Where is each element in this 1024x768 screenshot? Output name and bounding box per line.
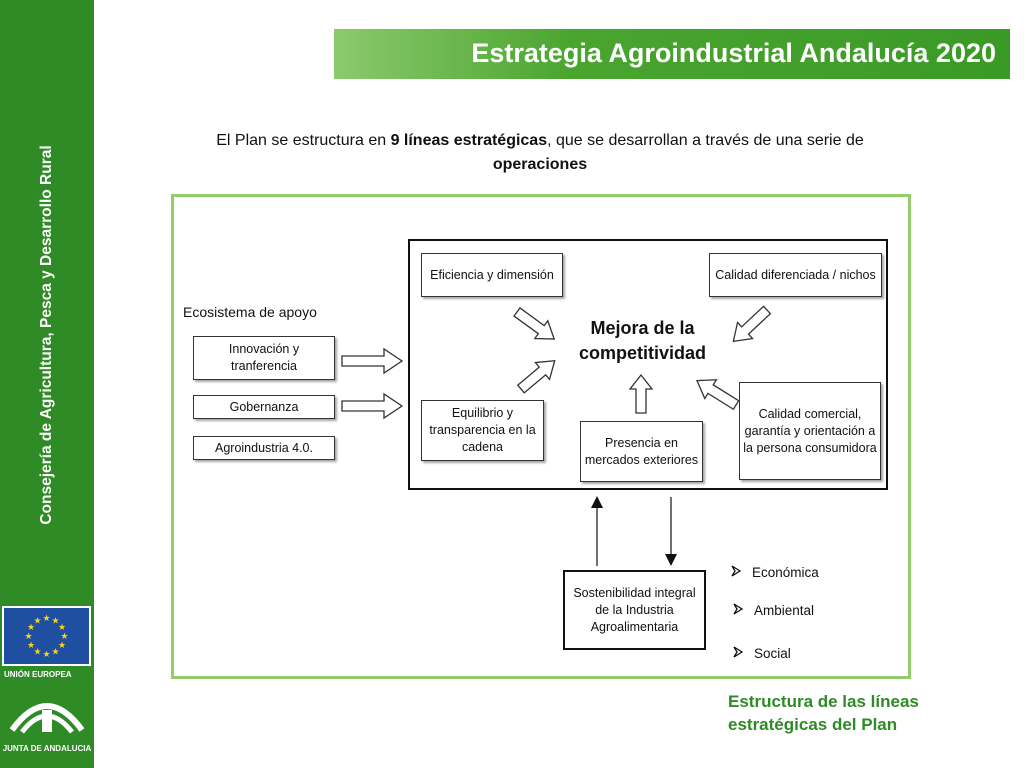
ecosistema-title: Ecosistema de apoyo bbox=[183, 304, 317, 320]
svg-text:★: ★ bbox=[57, 623, 67, 633]
sidebar-title: Consejería de Agricultura, Pesca y Desarrollo Rural bbox=[38, 145, 55, 525]
bullet-label: Social bbox=[754, 646, 791, 661]
svg-text:★: ★ bbox=[60, 632, 69, 642]
arrow-bullet-icon bbox=[732, 646, 744, 661]
svg-text:★: ★ bbox=[33, 616, 42, 627]
bullet-ambiental bbox=[732, 603, 814, 618]
eu-label: UNIÓN EUROPEA bbox=[4, 670, 72, 679]
svg-text:★: ★ bbox=[57, 641, 67, 651]
svg-text:★: ★ bbox=[26, 641, 36, 651]
svg-text:★: ★ bbox=[33, 647, 42, 658]
bullet-label: Ambiental bbox=[754, 603, 815, 618]
intro-part1: El Plan se estructura en bbox=[216, 132, 391, 149]
intro-part2: , que se desarrollan a través de una serie de bbox=[547, 132, 864, 149]
svg-text:★: ★ bbox=[24, 632, 33, 642]
box-presencia: Presencia en mercados exteriores bbox=[580, 421, 703, 482]
eco-item-innovacion: Innovación y tranferencia bbox=[193, 336, 335, 380]
eco-item-agroindustria: Agroindustria 4.0. bbox=[193, 436, 335, 460]
bullet-social bbox=[732, 646, 791, 661]
box-eficiencia: Eficiencia y dimensión bbox=[421, 253, 563, 297]
arrow-gobernanza bbox=[342, 394, 402, 418]
bullet-economica bbox=[730, 565, 819, 580]
arrow-bullet-icon bbox=[730, 565, 742, 580]
footer-caption: Estructura de las líneas estratégicas del Plan bbox=[728, 692, 919, 734]
center-label: Mejora de la competitividad bbox=[578, 318, 707, 363]
svg-text:★: ★ bbox=[26, 623, 36, 633]
arrow-innovacion bbox=[342, 349, 402, 373]
box-equilibrio: Equilibrio y transparencia en la cadena bbox=[421, 400, 544, 461]
intro-bold-operaciones: operaciones bbox=[492, 156, 588, 173]
box-calidad-comercial: Calidad comercial, garantía y orientación a la persona consumidora bbox=[739, 382, 881, 480]
intro-bold-lineas: 9 líneas estratégicas bbox=[390, 132, 548, 149]
svg-text:★: ★ bbox=[42, 614, 51, 624]
junta-label: JUNTA DE ANDALUCIA bbox=[2, 744, 92, 753]
eco-item-gobernanza: Gobernanza bbox=[193, 395, 335, 419]
svg-text:★: ★ bbox=[51, 647, 60, 658]
svg-text:★: ★ bbox=[42, 650, 51, 660]
svg-text:★: ★ bbox=[51, 616, 60, 627]
page-title: Estrategia Agroindustrial Andalucía 2020 bbox=[471, 38, 996, 68]
bullet-label: Económica bbox=[752, 565, 819, 580]
box-calidad-diferenciada: Calidad diferenciada / nichos bbox=[709, 253, 882, 297]
arrow-bullet-icon bbox=[732, 603, 744, 618]
box-sostenibilidad: Sostenibilidad integral de la Industria Agroalimentaria bbox=[563, 570, 706, 650]
